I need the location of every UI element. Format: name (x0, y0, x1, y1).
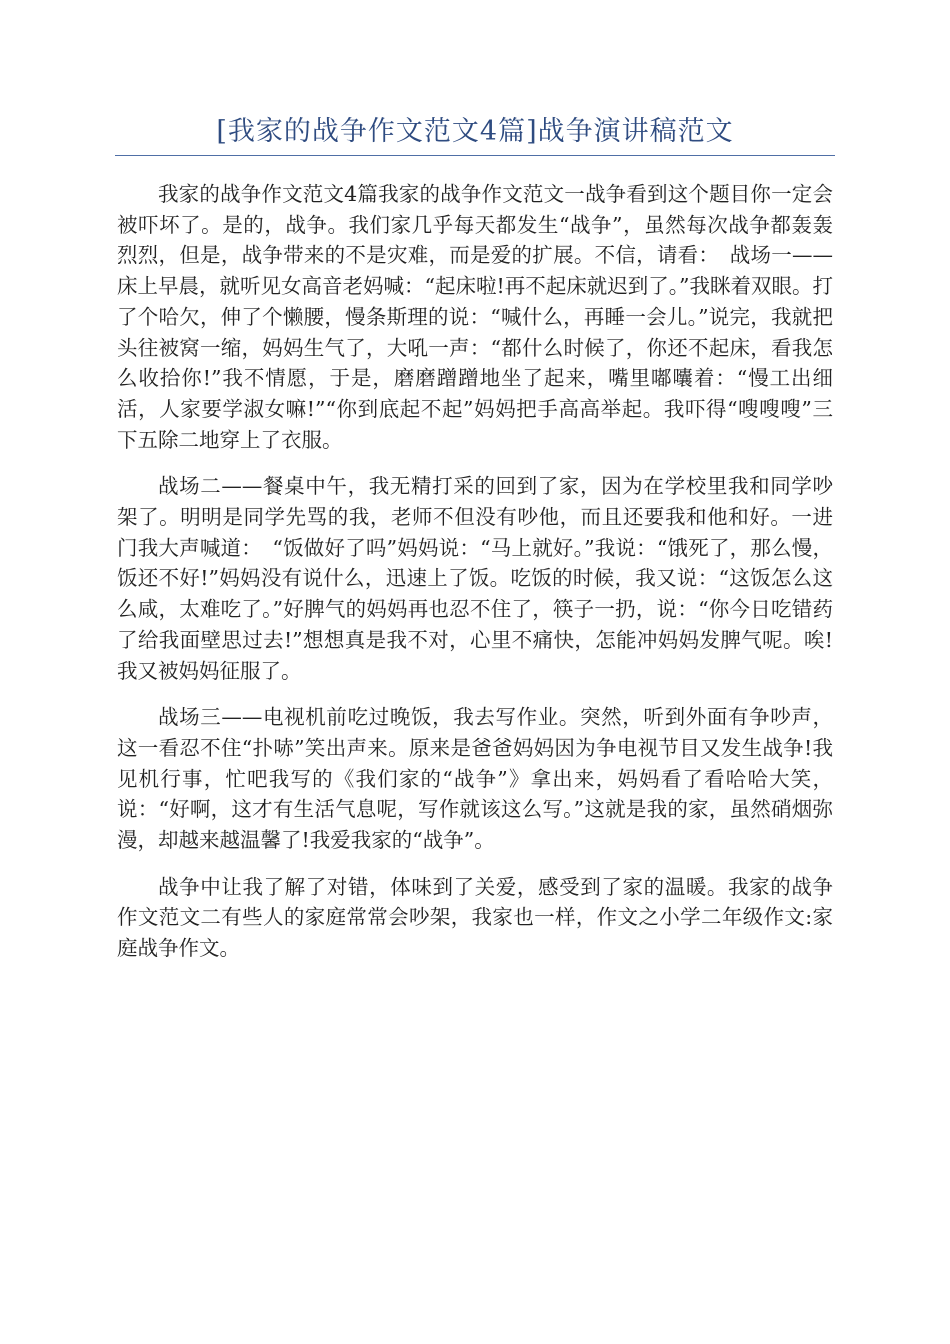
paragraph: 战场二——餐桌中午，我无精打采的回到了家，因为在学校里我和同学吵架了。明明是同学先骂的我，老师不但没有吵他，而且还要我和他和好。一进门我大声喊道： “饭做好了吗”妈妈说：“马上就好。”我说：“饿死了，那么慢，饭还不好!”妈妈没有说什么，迅速上了饭。吃饭的时候，我又说：“这饭怎么这么咸，太难吃了。”好脾气的妈妈再也忍不住了，筷子一扔，说：“你今日吃错药了给我面壁思过去!”想想真是我不对，心里不痛快，怎能冲妈妈发脾气呢。唉!我又被妈妈征服了。 (117, 474, 833, 683)
paragraph: 战场三——电视机前吃过晚饭，我去写作业。突然，听到外面有争吵声，这一看忍不住“扑哧”笑出声来。原来是爸爸妈妈因为争电视节目又发生战争!我见机行事，忙吧我写的《我们家的“战争”》拿出来，妈妈看了看哈哈大笑，说：“好啊，这才有生活气息呢，写作就该这么写。”这就是我的家，虽然硝烟弥漫，却越来越温馨了!我爱我家的“战争”。 (117, 705, 833, 853)
document-body (117, 179, 833, 980)
document-title: [我家的战争作文范文4篇]战争演讲稿范文 (216, 116, 734, 147)
paragraph: 战争中让我了解了对错，体味到了关爱，感受到了家的温暖。我家的战争作文范文二有些人的家庭常常会吵架，我家也一样，作文之小学二年级作文:家庭战争作文。 (117, 874, 833, 961)
paragraph: 我家的战争作文范文4篇我家的战争作文范文一战争看到这个题目你一定会被吓坏了。是的，战争。我们家几乎每天都发生“战争”，虽然每次战争都轰轰烈烈，但是，战争带来的不是灾难，而是爱的扩展。不信，请看： 战场一——床上早晨，就听见女高音老妈喊：“起床啦!再不起床就迟到了。”我眯着双眼。打了个哈欠，伸了个懒腰，慢条斯理的说：“喊什么，再睡一会儿。”说完，我就把头往被窝一缩，妈妈生气了，大吼一声：“都什么时候了，你还不起床，看我怎么收拾你!”我不情愿，于是，磨磨蹭蹭地坐了起来，嘴里嘟囔着：“慢工出细活，人家要学淑女嘛!”“你到底起不起”妈妈把手高高举起。我吓得“嗖嗖嗖”三下五除二地穿上了衣服。 (117, 182, 833, 452)
title-underline (115, 155, 835, 156)
